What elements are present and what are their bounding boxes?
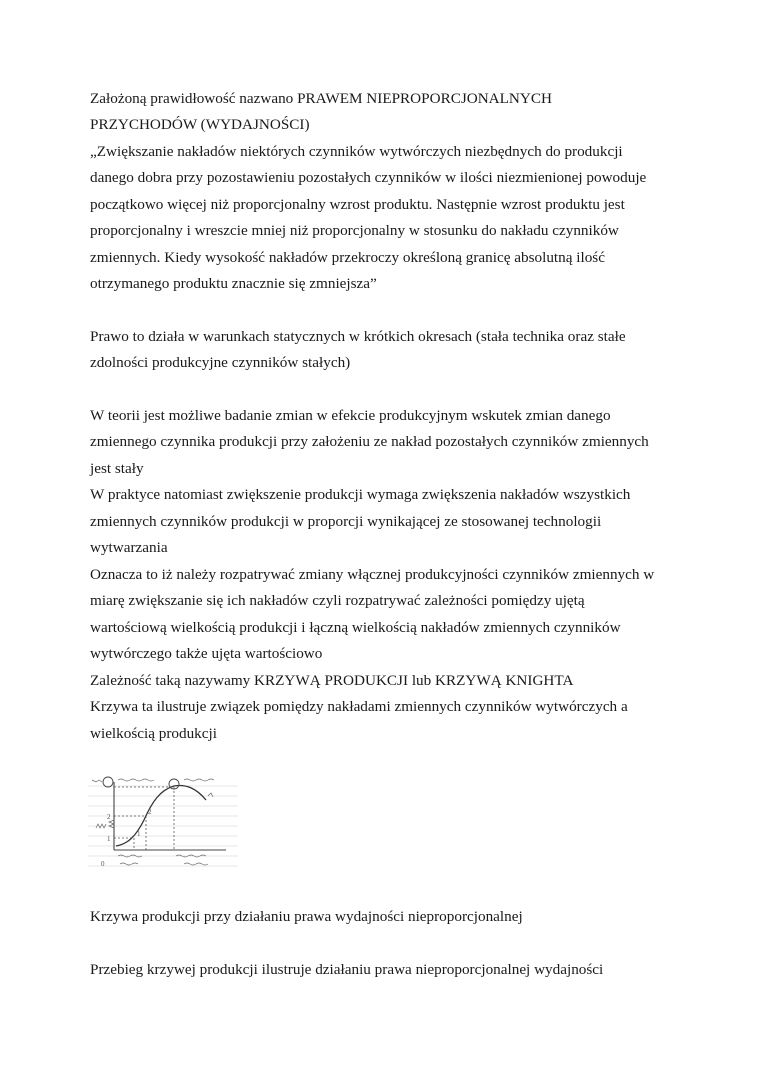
svg-text:2: 2 <box>107 813 111 821</box>
paragraph-line: W praktyce natomiast zwiększenie produkcji wymaga zwiększenia nakładów wszystkich <box>90 486 631 503</box>
paragraph-line: Prawo to działa w warunkach statycznych w krótkich okresach (stała technika oraz stałe <box>90 328 626 345</box>
paragraph-line: zmiennych czynników produkcji w proporcji wynikającej ze stosowanej technologii <box>90 513 602 530</box>
paragraph-line: wytwórczego także ujęta wartościowo <box>90 645 323 662</box>
paragraph-line: wielkością produkcji <box>90 725 217 742</box>
production-curve-figure <box>88 776 238 872</box>
paragraph-line: Oznacza to iż należy rozpatrywać zmiany włącznej produkcyjności czynników zmiennych w <box>90 566 655 583</box>
svg-text:1: 1 <box>137 830 141 838</box>
quote-line: proporcjonalny i wreszcie mniej niż proporcjonalny w stosunku do nakładu czynników <box>90 222 619 239</box>
text-line-title-1: Założoną prawidłowość nazwano PRAWEM NIEPROPORCJONALNYCH <box>90 90 552 107</box>
paragraph-line: Zależność taką nazywamy KRZYWĄ PRODUKCJI lub KRZYWĄ KNIGHTA <box>90 672 574 689</box>
paragraph-line: jest stały <box>90 460 144 477</box>
paragraph-line: W teorii jest możliwe badanie zmian w efekcie produkcyjnym wskutek zmian danego <box>90 407 611 424</box>
paragraph-line: wartościową wielkością produkcji i łączną wielkością nakładów zmiennych czynników <box>90 619 621 636</box>
quote-line: otrzymanego produktu znacznie się zmniejsza” <box>90 275 377 292</box>
paragraph-line: miarę zwiększanie się ich nakładów czyli rozpatrywać zależności pomiędzy ujętą <box>90 592 585 609</box>
quote-line: danego dobra przy pozostawieniu pozostałych czynników w ilości niezmienionej powoduje <box>90 169 647 186</box>
figure-background <box>88 776 238 872</box>
svg-text:1: 1 <box>107 835 111 843</box>
paragraph-line: wytwarzania <box>90 539 168 556</box>
paragraph-line: zmiennego czynnika produkcji przy założeniu ze nakład pozostałych czynników zmiennych <box>90 433 649 450</box>
quote-line: zmiennych. Kiedy wysokość nakładów przekroczy określoną granicę absolutną ilość <box>90 249 605 266</box>
quote-line: „Zwiększanie nakładów niektórych czynników wytwórczych niezbędnych do produkcji <box>90 143 623 160</box>
text-line-title-2: PRZYCHODÓW (WYDAJNOŚCI) <box>90 116 310 133</box>
paragraph-line: Przebieg krzywej produkcji ilustruje działaniu prawa nieproporcjonalnej wydajności <box>90 961 604 978</box>
paragraph-line: Krzywa ta ilustruje związek pomiędzy nakładami zmiennych czynników wytwórczych a <box>90 698 628 715</box>
svg-text:0: 0 <box>101 860 105 868</box>
production-curve-sketch <box>88 776 238 872</box>
quote-line: początkowo więcej niż proporcjonalny wzrost produktu. Następnie wzrost produktu jest <box>90 196 625 213</box>
svg-text:2: 2 <box>148 808 152 816</box>
paragraph-line: zdolności produkcyjne czynników stałych) <box>90 354 351 371</box>
figure-caption: Krzywa produkcji przy działaniu prawa wydajności nieproporcjonalnej <box>90 908 523 925</box>
